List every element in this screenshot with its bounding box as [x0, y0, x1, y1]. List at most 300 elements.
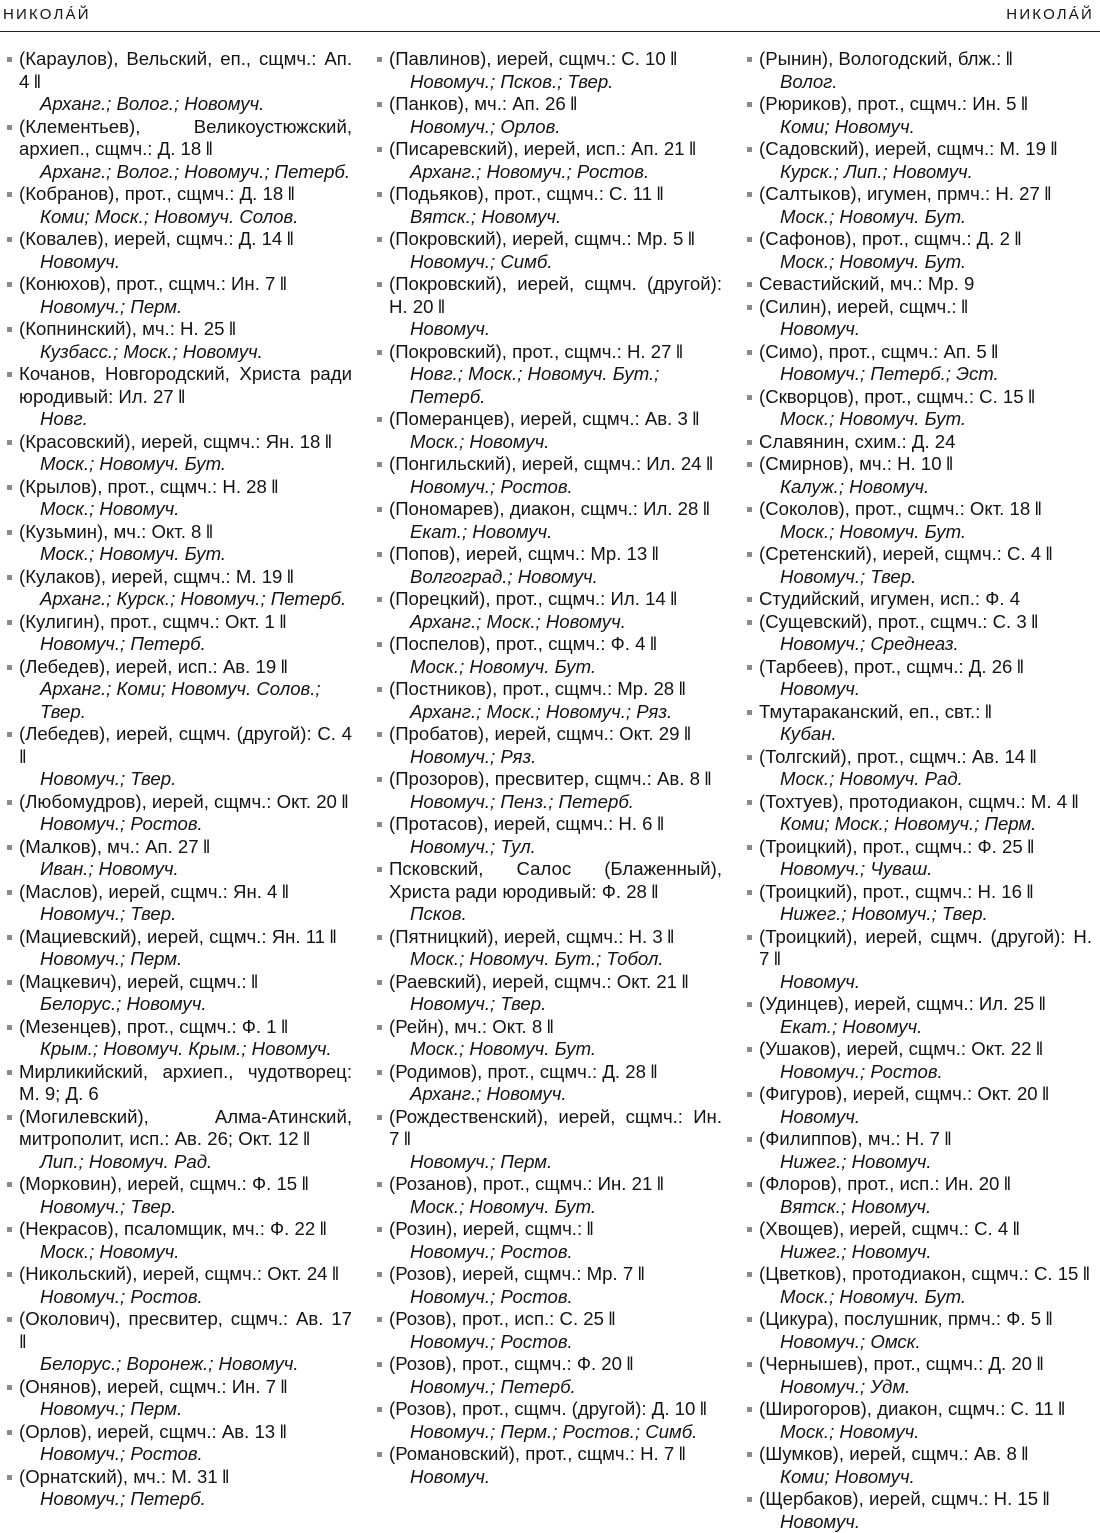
entry-heading: (Розов), прот., исп.: С. 25 ‖ [389, 1308, 722, 1331]
entry-sources: Новомуч.; Твер. [759, 566, 1092, 589]
entry-sources: Новомуч.; Твер. [19, 1196, 352, 1219]
entry-heading: (Пробатов), иерей, сщмч.: Окт. 29 ‖ [389, 723, 722, 746]
index-entry [6, 611, 352, 656]
index-entry [376, 273, 722, 341]
separator-mark: ‖ [1010, 228, 1021, 249]
separator-mark: ‖ [1038, 1083, 1049, 1104]
index-entry [6, 1421, 352, 1466]
separator-mark: ‖ [1078, 1263, 1089, 1284]
entry-heading: (Флоров), прот., исп.: Ин. 20 ‖ [759, 1173, 1092, 1196]
index-entry [6, 1466, 352, 1511]
entry-sources: Калуж.; Новомуч. [759, 476, 1092, 499]
separator-mark: ‖ [218, 1466, 229, 1487]
entry-sources: Новомуч. [759, 318, 1092, 341]
separator-mark: ‖ [769, 948, 780, 969]
separator-mark: ‖ [201, 138, 212, 159]
entry-heading: (Скворцов), прот., сщмч.: С. 15 ‖ [759, 386, 1092, 409]
entry-heading: Тмутараканский, еп., свт.: ‖ [759, 701, 1092, 724]
index-entry [376, 1061, 722, 1106]
index-entry [746, 273, 1092, 296]
entry-sources: Новомуч.; Ростов. [19, 1443, 352, 1466]
entry-sources: Новомуч.; Ростов. [389, 1286, 722, 1309]
entry-sources: Новомуч. [759, 1106, 1092, 1129]
entry-heading: (Панков), мч.: Ап. 26 ‖ [389, 93, 722, 116]
separator-mark: ‖ [647, 543, 658, 564]
separator-mark: ‖ [1008, 1218, 1019, 1239]
index-entry [376, 926, 722, 971]
entry-sources: Екат.; Новомуч. [759, 1016, 1092, 1039]
separator-mark: ‖ [683, 228, 694, 249]
entry-sources: Моск.; Новомуч. Бут. [389, 1196, 722, 1219]
separator-mark: ‖ [1041, 543, 1052, 564]
separator-mark: ‖ [297, 1173, 308, 1194]
separator-mark: ‖ [980, 701, 991, 722]
index-entry [6, 971, 352, 1016]
entry-heading: (Розов), прот., сщмч. (другой): Д. 10 ‖ [389, 1398, 722, 1421]
entry-heading: (Караулов), Вельский, еп., сщмч.: Ап. 4 ‖ [19, 48, 352, 93]
entry-heading: (Покровский), иерей, сщмч.: Мр. 5 ‖ [389, 228, 722, 251]
index-entry [6, 116, 352, 184]
entry-heading: Мирликийский, архиеп., чудотворец: М. 9; Д. 6 [19, 1061, 352, 1106]
entry-heading: (Околович), пресвитер, сщмч.: Ав. 17 ‖ [19, 1308, 352, 1353]
entry-heading: Кочанов, Новгородский, Христа ради юродивый: Ил. 27 ‖ [19, 363, 352, 408]
entry-heading: (Соколов), прот., сщмч.: Окт. 18 ‖ [759, 498, 1092, 521]
index-entry [6, 1061, 352, 1106]
entry-heading: (Цикура), послушник, прмч.: Ф. 5 ‖ [759, 1308, 1092, 1331]
separator-mark: ‖ [19, 1331, 26, 1352]
entry-heading: (Рюриков), прот., сщмч.: Ин. 5 ‖ [759, 93, 1092, 116]
index-entry [6, 836, 352, 881]
index-entry [746, 431, 1092, 454]
entry-sources: Кубан. [759, 723, 1092, 746]
index-entry [746, 1398, 1092, 1443]
entry-sources: Новомуч.; Симб. [389, 251, 722, 274]
separator-mark: ‖ [1041, 1308, 1052, 1329]
index-entry [376, 1106, 722, 1174]
entry-sources: Новомуч. [389, 318, 722, 341]
entry-heading: (Ушаков), иерей, сщмч.: Окт. 22 ‖ [759, 1038, 1092, 1061]
index-entry [6, 476, 352, 521]
separator-mark: ‖ [282, 228, 293, 249]
index-entry [376, 138, 722, 183]
entry-sources: Волог. [759, 71, 1092, 94]
index-entry [6, 318, 352, 363]
entry-sources: Кузбасс.; Моск.; Новомуч. [19, 341, 352, 364]
entry-sources: Екат.; Новомуч. [389, 521, 722, 544]
index-entry [376, 1016, 722, 1061]
entry-heading: (Троицкий), прот., сщмч.: Н. 16 ‖ [759, 881, 1092, 904]
entry-sources: Новомуч.; Омск. [759, 1331, 1092, 1354]
index-entry [746, 1083, 1092, 1128]
entry-sources: Арханг.; Курск.; Новомуч.; Петерб. [19, 588, 352, 611]
entry-sources: Курск.; Лип.; Новомуч. [759, 161, 1092, 184]
entry-sources: Новомуч.; Петерб. [19, 633, 352, 656]
separator-mark: ‖ [337, 791, 348, 812]
entry-sources: Моск.; Новомуч. [19, 1241, 352, 1264]
index-entry [746, 48, 1092, 93]
separator-mark: ‖ [1034, 993, 1045, 1014]
entry-heading: (Поспелов), прот., сщмч.: Ф. 4 ‖ [389, 633, 722, 656]
separator-mark: ‖ [685, 138, 696, 159]
index-entry [6, 1106, 352, 1174]
separator-mark: ‖ [399, 1128, 410, 1149]
index-entry [6, 273, 352, 318]
separator-mark: ‖ [582, 1218, 593, 1239]
entry-heading: (Лебедев), иерей, исп.: Ав. 19 ‖ [19, 656, 352, 679]
entry-sources: Новомуч. [759, 1511, 1092, 1533]
separator-mark: ‖ [987, 341, 998, 362]
separator-mark: ‖ [957, 296, 968, 317]
separator-mark: ‖ [1067, 791, 1078, 812]
entry-heading: (Родимов), прот., сщмч.: Д. 28 ‖ [389, 1061, 722, 1084]
index-entry [746, 1128, 1092, 1173]
index-entry [376, 1443, 722, 1488]
separator-mark: ‖ [999, 1173, 1010, 1194]
separator-mark: ‖ [646, 1061, 657, 1082]
entry-heading: (Тохтуев), протодиакон, сщмч.: М. 4 ‖ [759, 791, 1092, 814]
entry-sources: Новомуч.; Тул. [389, 836, 722, 859]
separator-mark: ‖ [679, 723, 690, 744]
entry-sources: Арханг.; Новомуч. [389, 1083, 722, 1106]
entry-sources: Новомуч.; Ростов. [19, 1286, 352, 1309]
entry-heading: (Тарбеев), прот., сщмч.: Д. 26 ‖ [759, 656, 1092, 679]
entry-heading: (Чернышев), прот., сщмч.: Д. 20 ‖ [759, 1353, 1092, 1376]
separator-mark: ‖ [688, 408, 699, 429]
entry-sources: Нижег.; Новомуч. [759, 1241, 1092, 1264]
index-entry [746, 746, 1092, 791]
separator-mark: ‖ [433, 296, 444, 317]
entry-sources: Моск.; Новомуч. [19, 498, 352, 521]
entry-heading: (Троицкий), иерей, сщмч. (другой): Н. 7 ‖ [759, 926, 1092, 971]
index-entry [6, 566, 352, 611]
entry-sources: Моск.; Новомуч. [389, 431, 722, 454]
separator-mark: ‖ [199, 836, 210, 857]
separator-mark: ‖ [275, 273, 286, 294]
entry-heading: (Померанцев), иерей, сщмч.: Ав. 3 ‖ [389, 408, 722, 431]
entry-sources: Коми; Моск.; Новомуч. Солов. [19, 206, 352, 229]
index-entry [746, 228, 1092, 273]
entry-sources: Коми; Новомуч. [759, 116, 1092, 139]
entry-sources: Моск.; Новомуч. Бут. [19, 453, 352, 476]
index-entry [746, 588, 1092, 611]
entry-sources: Моск.; Новомуч. Бут. [759, 206, 1092, 229]
index-entry [6, 881, 352, 926]
index-entry [6, 521, 352, 566]
entry-sources: Арханг.; Моск.; Новомуч. [389, 611, 722, 634]
separator-mark: ‖ [652, 1173, 663, 1194]
entry-sources: Новомуч.; Перм. [19, 296, 352, 319]
index-entry [746, 926, 1092, 994]
entry-heading: (Малков), мч.: Ап. 27 ‖ [19, 836, 352, 859]
entry-heading: (Мезенцев), прот., сщмч.: Ф. 1 ‖ [19, 1016, 352, 1039]
entry-sources: Новг. [19, 408, 352, 431]
entry-heading: (Кулигин), прот., сщмч.: Окт. 1 ‖ [19, 611, 352, 634]
entry-heading: (Сретенский), иерей, сщмч.: С. 4 ‖ [759, 543, 1092, 566]
entry-sources: Новомуч. [759, 971, 1092, 994]
entry-heading: (Прозоров), пресвитер, сщмч.: Ав. 8 ‖ [389, 768, 722, 791]
entry-sources: Новомуч. [389, 1466, 722, 1489]
separator-mark: ‖ [940, 1128, 951, 1149]
entry-heading: (Орнатский), мч.: М. 31 ‖ [19, 1466, 352, 1489]
entry-heading: (Некрасов), псаломщик, мч.: Ф. 22 ‖ [19, 1218, 352, 1241]
entry-sources: Новомуч.; Ростов. [389, 1331, 722, 1354]
separator-mark: ‖ [1022, 881, 1033, 902]
entry-sources: Новомуч.; Удм. [759, 1376, 1092, 1399]
entry-sources: Новомуч.; Ростов. [389, 1241, 722, 1264]
entry-sources: Новомуч.; Ряз. [389, 746, 722, 769]
index-entry [376, 723, 722, 768]
index-entry [746, 93, 1092, 138]
index-entry [376, 341, 722, 409]
separator-mark: ‖ [1027, 611, 1038, 632]
entry-heading: (Щербаков), иерей, сщмч.: Н. 15 ‖ [759, 1488, 1092, 1511]
entry-sources: Новомуч.; Пенз.; Петерб. [389, 791, 722, 814]
entry-heading: (Покровский), иерей, сщмч. (другой): Н. 20 ‖ [389, 273, 722, 318]
entry-heading: (Никольский), иерей, сщмч.: Окт. 24 ‖ [19, 1263, 352, 1286]
entry-heading: (Розов), прот., сщмч.: Ф. 20 ‖ [389, 1353, 722, 1376]
index-entry [746, 498, 1092, 543]
index-entry [746, 543, 1092, 588]
entry-sources: Новомуч.; Ростов. [759, 1061, 1092, 1084]
index-entry [746, 183, 1092, 228]
entry-sources: Новомуч.; Петерб. [389, 1376, 722, 1399]
entry-sources: Моск.; Новомуч. Бут. [389, 1038, 722, 1061]
separator-mark: ‖ [604, 1308, 615, 1329]
entry-sources: Арханг.; Волог.; Новомуч. [19, 93, 352, 116]
index-entry [6, 1173, 352, 1218]
entry-sources: Новомуч.; Твер. [19, 903, 352, 926]
entry-heading: (Троицкий), прот., сщмч.: Ф. 25 ‖ [759, 836, 1092, 859]
entry-heading: (Пономарев), диакон, сщмч.: Ил. 28 ‖ [389, 498, 722, 521]
entry-sources: Новомуч.; Орлов. [389, 116, 722, 139]
entry-heading: (Кобранов), прот., сщмч.: Д. 18 ‖ [19, 183, 352, 206]
index-entry [376, 678, 722, 723]
index-entry [746, 993, 1092, 1038]
separator-mark: ‖ [1017, 93, 1028, 114]
index-entry [6, 363, 352, 431]
separator-mark: ‖ [325, 926, 336, 947]
separator-mark: ‖ [695, 1398, 706, 1419]
separator-mark: ‖ [1031, 1038, 1042, 1059]
entry-heading: (Протасов), иерей, сщмч.: Н. 6 ‖ [389, 813, 722, 836]
entry-sources: Лип.; Новомуч. Рад. [19, 1151, 352, 1174]
entry-heading: (Попов), иерей, сщмч.: Мр. 13 ‖ [389, 543, 722, 566]
entry-sources: Моск.; Новомуч. Бут. [759, 408, 1092, 431]
entry-sources: Моск.; Новомуч. [759, 1421, 1092, 1444]
separator-mark: ‖ [1046, 138, 1057, 159]
entry-heading: (Широгоров), диакон, сщмч.: С. 11 ‖ [759, 1398, 1092, 1421]
separator-mark: ‖ [315, 1218, 326, 1239]
index-entry [376, 228, 722, 273]
separator-mark: ‖ [328, 1263, 339, 1284]
separator-mark: ‖ [647, 881, 658, 902]
index-entry [746, 453, 1092, 498]
index-entry [376, 1218, 722, 1263]
index-entry [746, 1218, 1092, 1263]
entry-heading: (Сущевский), прот., сщмч.: С. 3 ‖ [759, 611, 1092, 634]
separator-mark: ‖ [275, 611, 286, 632]
entry-sources: Арханг.; Новомуч.; Ростов. [389, 161, 722, 184]
entry-heading: (Мациевский), иерей, сщмч.: Ян. 11 ‖ [19, 926, 352, 949]
entry-sources: Моск.; Новомуч. Бут. [389, 656, 722, 679]
entry-heading: (Раевский), иерей, сщмч.: Окт. 21 ‖ [389, 971, 722, 994]
entry-sources: Коми; Моск.; Новомуч.; Перм. [759, 813, 1092, 836]
separator-mark: ‖ [698, 498, 709, 519]
index-entry [6, 791, 352, 836]
index-entry [376, 768, 722, 813]
index-entry [376, 48, 722, 93]
separator-mark: ‖ [29, 71, 40, 92]
entry-heading: (Конюхов), прот., сщмч.: Ин. 7 ‖ [19, 273, 352, 296]
separator-mark: ‖ [201, 521, 212, 542]
entry-heading: (Морковин), иерей, сщмч.: Ф. 15 ‖ [19, 1173, 352, 1196]
entry-sources: Нижег.; Новомуч. [759, 1151, 1092, 1174]
entry-column-1 [6, 48, 352, 1511]
separator-mark: ‖ [677, 971, 688, 992]
entry-column-2 [376, 48, 722, 1488]
index-entry [6, 1218, 352, 1263]
entry-heading: (Онянов), иерей, сщмч.: Ин. 7 ‖ [19, 1376, 352, 1399]
entry-sources: Моск.; Новомуч. Бут. [19, 543, 352, 566]
separator-mark: ‖ [1024, 386, 1035, 407]
entry-heading: (Лебедев), иерей, сщмч. (другой): С. 4 ‖ [19, 723, 352, 768]
entry-sources: Новомуч.; Петерб.; Эст. [759, 363, 1092, 386]
entry-heading: (Фигуров), иерей, сщмч.: Окт. 20 ‖ [759, 1083, 1092, 1106]
separator-mark: ‖ [277, 881, 288, 902]
index-entry [376, 93, 722, 138]
entry-heading: (Смирнов), мч.: Н. 10 ‖ [759, 453, 1092, 476]
index-entry [376, 813, 722, 858]
index-entry [6, 48, 352, 116]
index-entry [376, 453, 722, 498]
separator-mark: ‖ [674, 1443, 685, 1464]
index-entry [376, 498, 722, 543]
separator-mark: ‖ [622, 1353, 633, 1374]
separator-mark: ‖ [671, 341, 682, 362]
separator-mark: ‖ [276, 656, 287, 677]
entry-heading: (Сафонов), прот., сщмч.: Д. 2 ‖ [759, 228, 1092, 251]
separator-mark: ‖ [1032, 1353, 1043, 1374]
index-entry [6, 656, 352, 724]
entry-heading: (Павлинов), иерей, сщмч.: С. 10 ‖ [389, 48, 722, 71]
entry-sources: Новомуч.; Перм.; Ростов.; Симб. [389, 1421, 722, 1444]
separator-mark: ‖ [225, 318, 236, 339]
entry-sources: Арханг.; Волог.; Новомуч.; Петерб. [19, 161, 352, 184]
index-entry [376, 633, 722, 678]
index-entry [746, 1488, 1092, 1533]
entry-sources: Новомуч.; Ростов. [19, 813, 352, 836]
entry-heading: (Маслов), иерей, сщмч.: Ян. 4 ‖ [19, 881, 352, 904]
index-entry [746, 341, 1092, 386]
separator-mark: ‖ [653, 813, 664, 834]
entry-heading: (Рейн), мч.: Окт. 8 ‖ [389, 1016, 722, 1039]
entry-sources: Моск.; Новомуч. Бут.; Тобол. [389, 948, 722, 971]
index-entry [746, 656, 1092, 701]
entry-heading: (Клементьев), Великоустюжский, архиеп., сщмч.: Д. 18 ‖ [19, 116, 352, 161]
index-entry [376, 543, 722, 588]
entry-sources: Псков. [389, 903, 722, 926]
index-entry [6, 926, 352, 971]
separator-mark: ‖ [1030, 498, 1041, 519]
separator-mark: ‖ [663, 926, 674, 947]
entry-heading: (Орлов), иерей, сщмч.: Ав. 13 ‖ [19, 1421, 352, 1444]
entry-heading: (Крылов), прот., сщмч.: Н. 28 ‖ [19, 476, 352, 499]
index-entry [376, 971, 722, 1016]
index-entry [6, 228, 352, 273]
entry-heading: (Розов), иерей, сщмч.: Мр. 7 ‖ [389, 1263, 722, 1286]
entry-heading: (Садовский), иерей, сщмч.: М. 19 ‖ [759, 138, 1092, 161]
index-entry [6, 431, 352, 476]
entry-heading: (Салтыков), игумен, прмч.: Н. 27 ‖ [759, 183, 1092, 206]
entry-heading: Псковский, Салос (Блаженный), Христа ради юродивый: Ф. 28 ‖ [389, 858, 722, 903]
entry-heading: (Симо), прот., сщмч.: Ап. 5 ‖ [759, 341, 1092, 364]
index-entry [6, 1016, 352, 1061]
separator-mark: ‖ [267, 476, 278, 497]
index-entry [746, 1308, 1092, 1353]
entry-heading: (Толгский), прот., сщмч.: Ав. 14 ‖ [759, 746, 1092, 769]
entry-sources: Новомуч.; Среднеаз. [759, 633, 1092, 656]
separator-mark: ‖ [299, 1128, 310, 1149]
entry-heading: (Пятницкий), иерей, сщмч.: Н. 3 ‖ [389, 926, 722, 949]
index-entry [6, 1308, 352, 1376]
entry-heading: Севастийский, мч.: Мр. 9 [759, 273, 1092, 296]
index-entry [746, 1443, 1092, 1488]
separator-mark: ‖ [633, 1263, 644, 1284]
index-entry [376, 1353, 722, 1398]
separator-mark: ‖ [542, 1016, 553, 1037]
entry-heading: (Цветков), протодиакон, сщмч.: С. 15 ‖ [759, 1263, 1092, 1286]
entry-heading: (Розин), иерей, сщмч.: ‖ [389, 1218, 722, 1241]
separator-mark: ‖ [1001, 48, 1012, 69]
separator-mark: ‖ [1054, 1398, 1065, 1419]
entry-heading: Славянин, схим.: Д. 24 [759, 431, 1092, 454]
entry-sources: Коми; Новомуч. [759, 1466, 1092, 1489]
running-head-left: НИКОЛА́Й [3, 6, 91, 23]
separator-mark: ‖ [1038, 1488, 1049, 1509]
entry-heading: (Филиппов), мч.: Н. 7 ‖ [759, 1128, 1092, 1151]
entry-heading: (Ковалев), иерей, сщмч.: Д. 14 ‖ [19, 228, 352, 251]
index-entry [376, 1173, 722, 1218]
entry-sources: Крым.; Новомуч. Крым.; Новомуч. [19, 1038, 352, 1061]
separator-mark: ‖ [1040, 183, 1051, 204]
entry-heading: (Постников), прот., сщмч.: Мр. 28 ‖ [389, 678, 722, 701]
entry-sources: Волгоград.; Новомуч. [389, 566, 722, 589]
entry-heading: (Рождественский), иерей, сщмч.: Ин. 7 ‖ [389, 1106, 722, 1151]
entry-heading: (Подьяков), прот., сщмч.: С. 11 ‖ [389, 183, 722, 206]
entry-sources: Новомуч.; Ростов. [389, 476, 722, 499]
separator-mark: ‖ [19, 746, 26, 767]
entry-sources: Моск.; Новомуч. Рад. [759, 768, 1092, 791]
index-entry [746, 1173, 1092, 1218]
entry-column-3 [746, 48, 1092, 1533]
entry-heading: (Писаревский), иерей, исп.: Ап. 21 ‖ [389, 138, 722, 161]
index-entry [6, 1263, 352, 1308]
index-entry [746, 1038, 1092, 1083]
entry-sources: Новомуч.; Перм. [389, 1151, 722, 1174]
entry-heading: (Понгильский), иерей, сщмч.: Ил. 24 ‖ [389, 453, 722, 476]
separator-mark: ‖ [700, 768, 711, 789]
index-entry [376, 1263, 722, 1308]
entry-sources: Моск.; Новомуч. Бут. [759, 521, 1092, 544]
entry-sources: Моск.; Новомуч. Бут. [759, 1286, 1092, 1309]
separator-mark: ‖ [566, 93, 577, 114]
entry-heading: (Любомудров), иерей, сщмч.: Окт. 20 ‖ [19, 791, 352, 814]
entry-sources: Новомуч.; Перм. [19, 1398, 352, 1421]
index-entry [376, 408, 722, 453]
entry-heading: (Мацкевич), иерей, сщмч.: ‖ [19, 971, 352, 994]
entry-sources: Новомуч.; Твер. [19, 768, 352, 791]
entry-heading: (Порецкий), прот., сщмч.: Ил. 14 ‖ [389, 588, 722, 611]
